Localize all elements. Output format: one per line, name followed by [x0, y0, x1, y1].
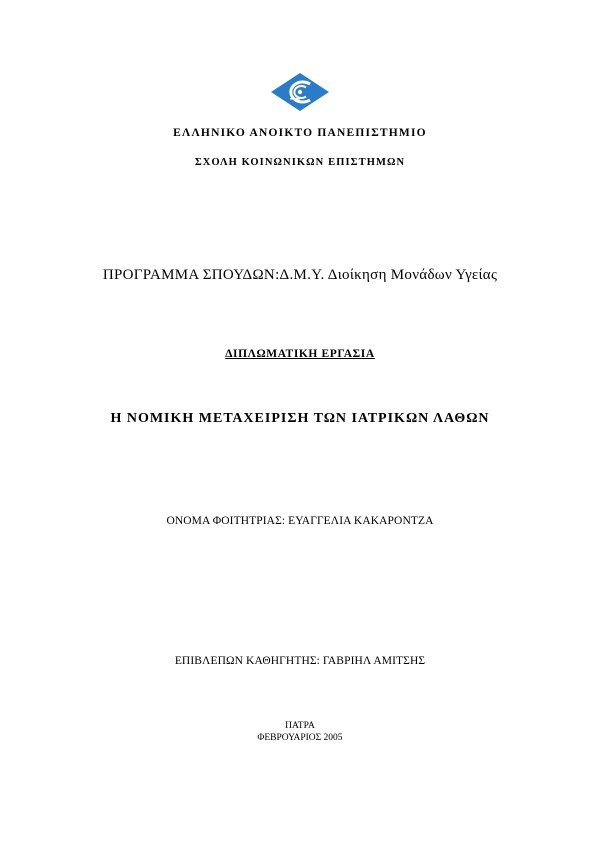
supervisor-name: ΕΠΙΒΛΕΠΩΝ ΚΑΘΗΓΗΤΗΣ: ΓΑΒΡΙΗΛ ΑΜΙΤΣΗΣ	[174, 655, 426, 667]
submission-date: ΦΕΒΡΟΥΑΡΙΟΣ 2005	[257, 733, 343, 743]
study-program: ΠΡΟΓΡΑΜΜΑ ΣΠΟΥΔΩΝ:Δ.Μ.Υ. Διοίκηση Μονάδων Υγείας	[102, 267, 498, 283]
thesis-title: Η ΝΟΜΙΚΗ ΜΕΤΑΧΕΙΡΙΣΗ ΤΩΝ ΙΑΤΡΙΚΩΝ ΛΑΘΩΝ	[110, 411, 490, 426]
student-name: ΟΝΟΜΑ ΦΟΙΤΗΤΡΙΑΣ: ΕΥΑΓΓΕΛΙΑ ΚΑΚΑΡΟΝΤΖΑ	[166, 515, 434, 527]
university-logo-icon	[270, 72, 330, 112]
university-name: ΕΛΛΗΝΙΚΟ ΑΝΟΙΚΤΟ ΠΑΝΕΠΙΣΤΗΜΙΟ	[173, 127, 427, 139]
thesis-type-heading: ΔΙΠΛΩΜΑΤΙΚΗ ΕΡΓΑΣΙΑ	[225, 348, 375, 360]
school-name: ΣΧΟΛΗ ΚΟΙΝΩΝΙΚΩΝ ΕΠΙΣΤΗΜΩΝ	[194, 157, 406, 168]
city: ΠΑΤΡΑ	[285, 721, 315, 731]
